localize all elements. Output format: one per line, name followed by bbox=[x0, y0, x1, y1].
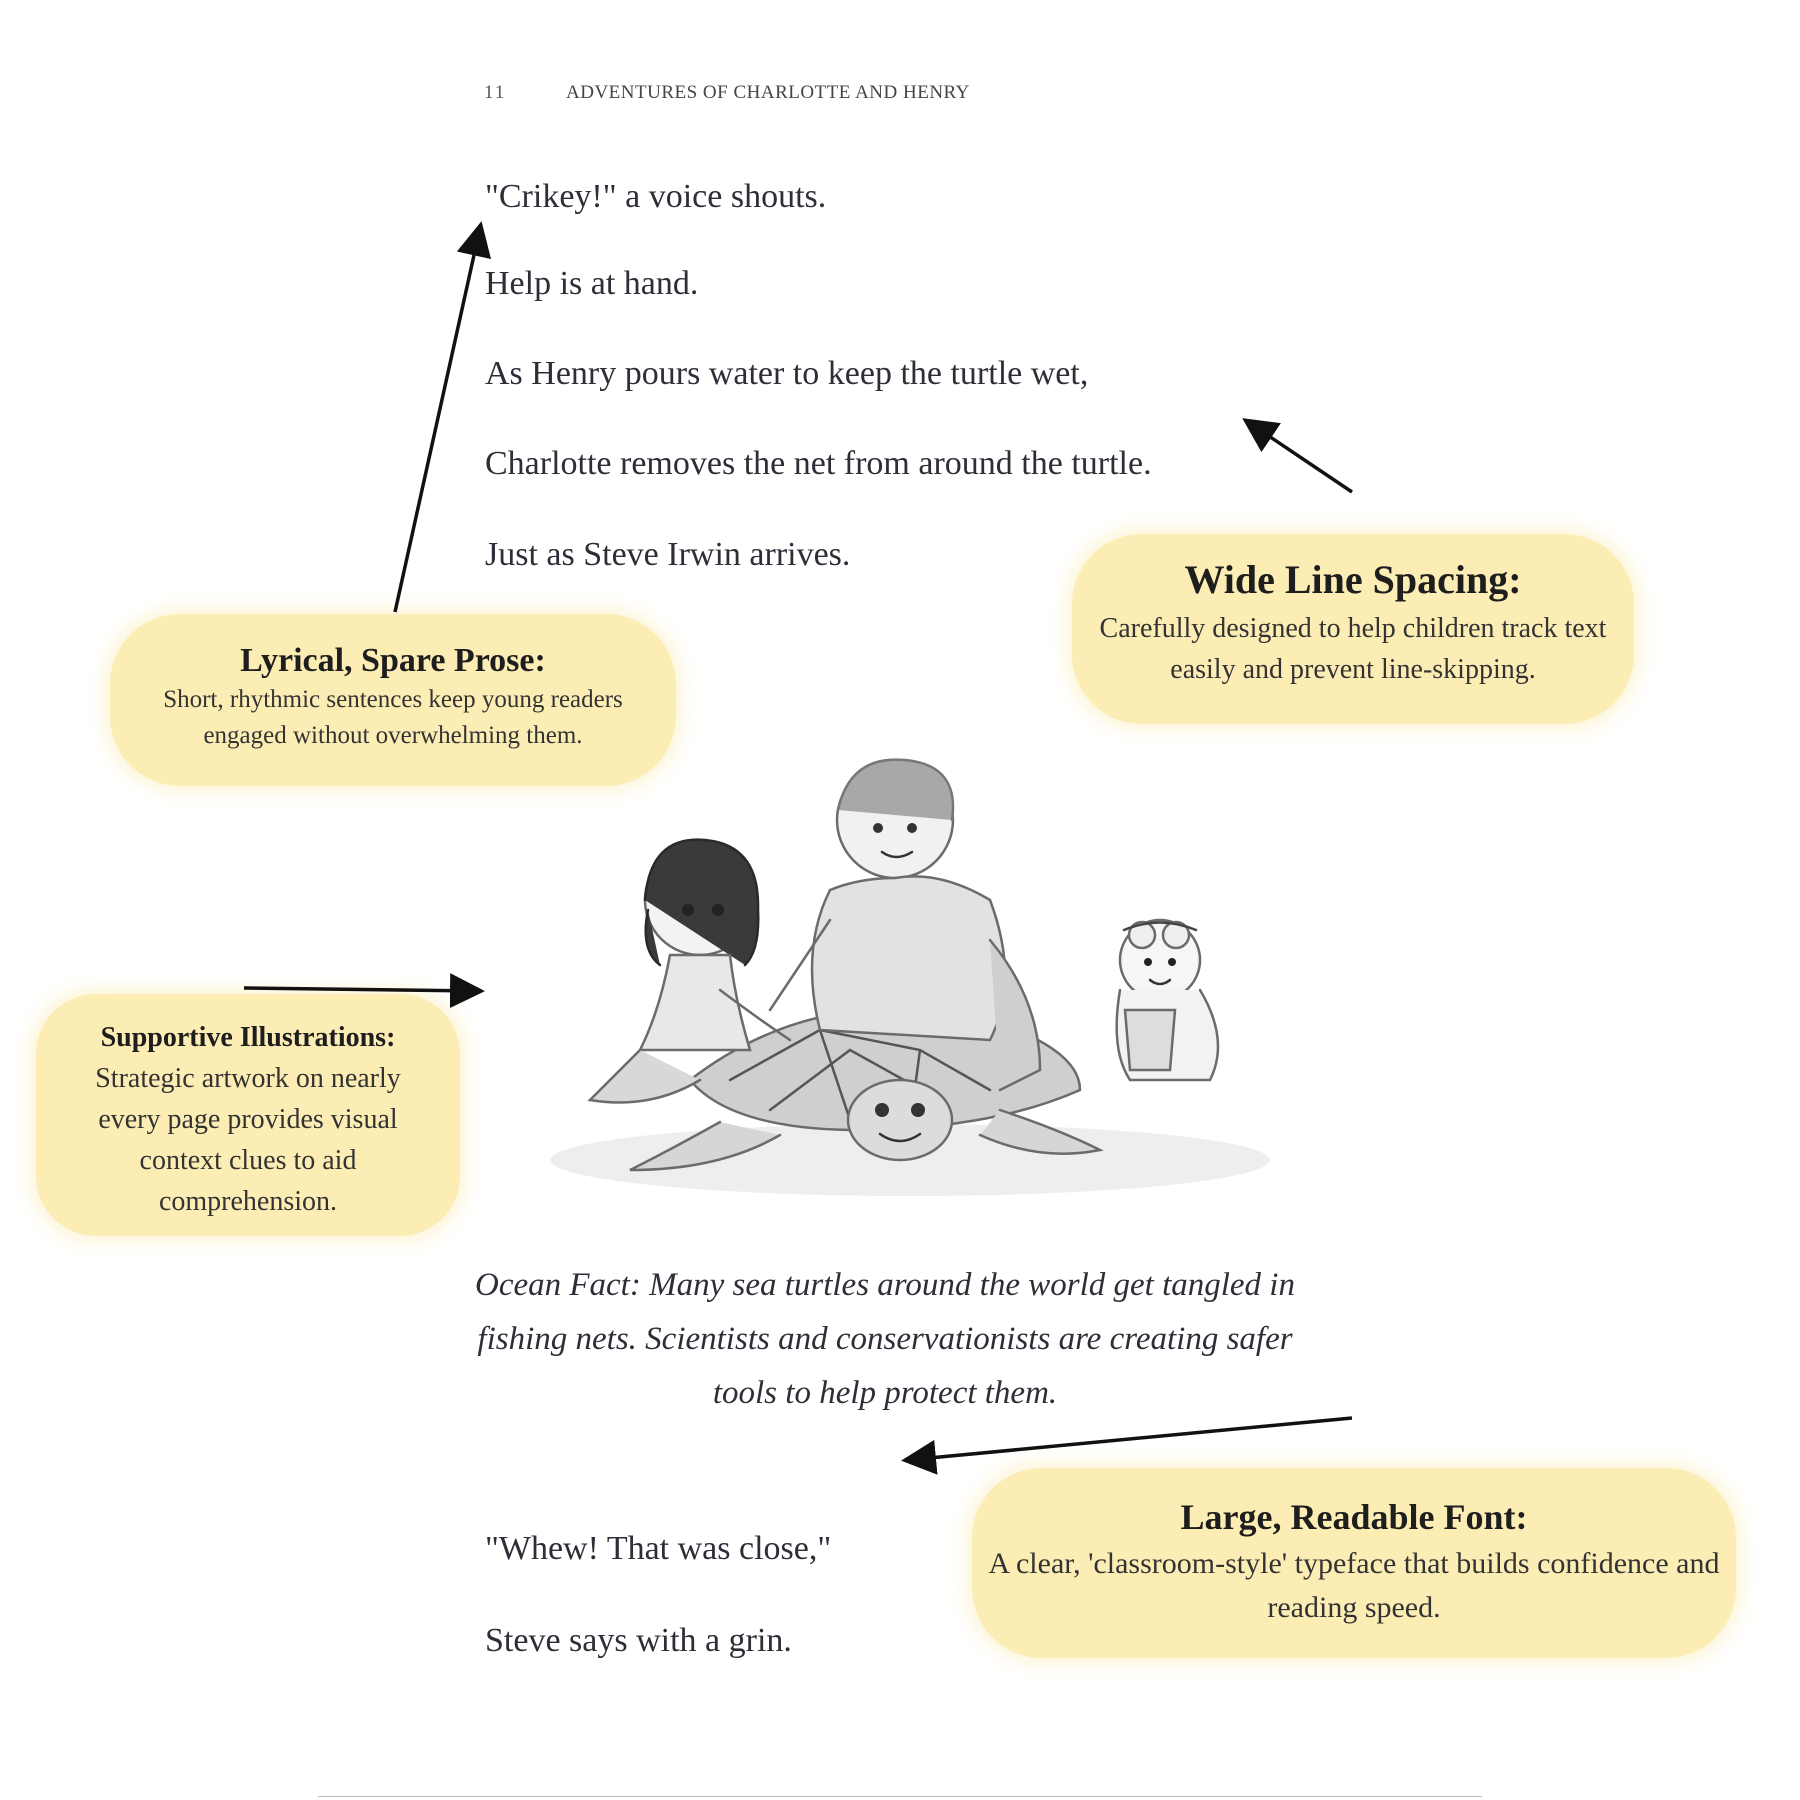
callout-supportive-illustrations bbox=[36, 994, 460, 1236]
callout-text: Carefully designed to help children track text easily and prevent line-skipping. bbox=[1099, 613, 1607, 685]
story-line: Help is at hand. bbox=[485, 265, 699, 302]
running-head: ADVENTURES OF CHARLOTTE AND HENRY bbox=[566, 82, 970, 103]
callout-text: A clear, 'classroom-style' typeface that builds confidence and reading speed. bbox=[988, 1547, 1720, 1624]
turtle-rescue-illustration bbox=[520, 750, 1300, 1210]
callout-title: Supportive Illustrations: bbox=[100, 1022, 396, 1053]
arrow-illustrations bbox=[244, 988, 478, 991]
callout-title: Lyrical, Spare Prose: bbox=[240, 642, 546, 679]
callout-title: Large, Readable Font: bbox=[1180, 1497, 1528, 1537]
story-line: As Henry pours water to keep the turtle wet, bbox=[485, 355, 1089, 392]
callout-readable-font bbox=[972, 1468, 1736, 1658]
story-line: Just as Steve Irwin arrives. bbox=[485, 536, 851, 573]
callout-text: Strategic artwork on nearly every page provides visual context clues to aid comprehension. bbox=[95, 1063, 401, 1217]
ocean-fact: Ocean Fact: Many sea turtles around the world get tangled in fishing nets. Scientists and conservationists are creating safer tools to help protect them. bbox=[475, 1267, 1295, 1411]
story-line: Steve says with a grin. bbox=[485, 1622, 792, 1659]
arrow-spacing bbox=[1248, 422, 1352, 492]
callout-lyrical-prose bbox=[110, 614, 676, 786]
story-line: "Crikey!" a voice shouts. bbox=[485, 178, 827, 215]
story-line: "Whew! That was close," bbox=[485, 1530, 832, 1567]
story-line: Charlotte removes the net from around the turtle. bbox=[485, 445, 1152, 482]
callout-title: Wide Line Spacing: bbox=[1184, 557, 1522, 602]
arrow-font bbox=[908, 1418, 1352, 1460]
page-number: 11 bbox=[484, 82, 507, 103]
callout-wide-line-spacing bbox=[1072, 534, 1634, 724]
arrow-prose bbox=[395, 228, 480, 612]
callout-text: Short, rhythmic sentences keep young readers engaged without overwhelming them. bbox=[163, 686, 623, 749]
footer-rule bbox=[318, 1796, 1482, 1797]
